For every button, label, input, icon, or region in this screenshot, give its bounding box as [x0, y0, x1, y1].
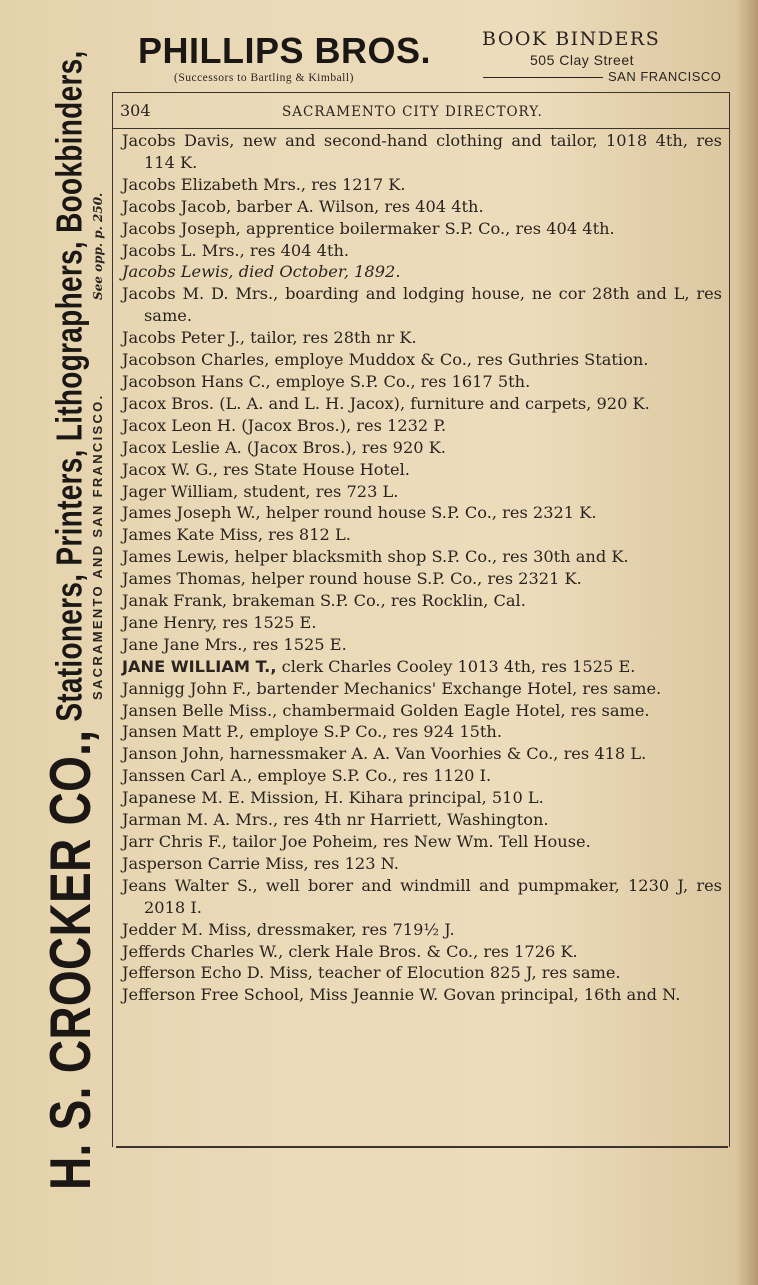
directory-entry: [122, 634, 722, 656]
entry-text: Jansen Matt P., employe S.P Co., res 924 15th.: [122, 722, 502, 742]
directory-entry: [122, 700, 722, 722]
entry-text: Jarr Chris F., tailor Joe Poheim, res New Wm. Tell House.: [122, 832, 591, 851]
entry-text: Jacobs L. Mrs., res 404 4th.: [122, 240, 350, 260]
directory-entry: [122, 240, 722, 262]
directory-entry: [122, 218, 722, 240]
side-ad-reference: See opp. p. 250.: [91, 192, 105, 300]
entry-text: Jane Jane Mrs., res 1525 E.: [122, 634, 347, 654]
entry-text: Jansen Belle Miss., chambermaid Golden Eagle Hotel, res same.: [122, 700, 650, 720]
directory-entry: [122, 875, 722, 919]
directory-entry: [122, 590, 722, 612]
directory-entry: [122, 787, 722, 809]
ad-city: SAN FRANCISCO: [608, 69, 722, 84]
directory-entry: [122, 502, 722, 524]
entry-text: Jacox Leslie A. (Jacox Bros.), res 920 K.: [122, 437, 446, 457]
directory-entry: [122, 678, 722, 700]
directory-entry: [122, 393, 722, 415]
directory-entry: [122, 349, 722, 371]
entry-text: Jedder M. Miss, dressmaker, res 719½ J.: [122, 919, 455, 939]
entry-text: Janak Frank, brakeman S.P. Co., res Rocklin, Cal.: [122, 591, 526, 611]
entry-text: Jacobs Joseph, apprentice boilermaker S.P. Co., res 404 4th.: [122, 218, 615, 238]
entry-text: clerk Charles Cooley 1013 4th, res 1525 E.: [276, 656, 636, 676]
directory-entry: [122, 196, 722, 218]
ad-service: BOOK BINDERS: [482, 28, 661, 50]
directory-entry: [122, 765, 722, 787]
directory-entry: [122, 568, 722, 590]
entry-text: James Thomas, helper round house S.P. Co., res 2321 K.: [122, 569, 582, 589]
entry-text: Jacox Bros. (L. A. and L. H. Jacox), furniture and carpets, 920 K.: [122, 393, 650, 413]
directory-entry: [122, 743, 722, 765]
entry-text: Jacobs Jacob, barber A. Wilson, res 404 4th.: [122, 196, 484, 216]
directory-entry: [122, 612, 722, 634]
directory-entry: [122, 546, 722, 568]
page-number: 304: [120, 101, 151, 120]
directory-entry: [122, 371, 722, 393]
entry-text: James Lewis, helper blacksmith shop S.P. Co., res 30th and K.: [122, 547, 629, 567]
directory-entry: [122, 459, 722, 481]
entry-text: Jane Henry, res 1525 E.: [122, 612, 317, 632]
entry-text: Jacobson Charles, employe Muddox & Co., res Guthries Station.: [122, 350, 649, 370]
directory-entries: [122, 130, 722, 1006]
side-ad-trades: Stationers, Printers, Lithographers, Bookbinders,: [49, 50, 90, 722]
entry-text: Janssen Carl A., employe S.P. Co., res 1120 I.: [122, 766, 492, 786]
entry-text: Jacobs Peter J., tailor, res 28th nr K.: [122, 328, 417, 348]
directory-entry: [122, 283, 722, 327]
directory-entry: [122, 327, 722, 349]
directory-entry: [122, 656, 722, 678]
ad-subtitle: (Successors to Bartling & Kimball): [174, 72, 354, 84]
entry-text: Jannigg John F., bartender Mechanics' Exchange Hotel, res same.: [122, 678, 662, 698]
directory-entry: [122, 524, 722, 546]
running-head: SACRAMENTO CITY DIRECTORY.: [282, 104, 543, 120]
entry-name-bold: JANE WILLIAM T.,: [122, 656, 277, 676]
directory-entry: [122, 721, 722, 743]
entry-text: Jacobs Lewis, died October, 1892.: [122, 262, 401, 282]
entry-text: Jasperson Carrie Miss, res 123 N.: [122, 853, 399, 873]
entry-text: James Kate Miss, res 812 L.: [122, 525, 351, 545]
top-advertisement: [120, 22, 740, 90]
entry-text: Jacox W. G., res State House Hotel.: [122, 459, 410, 479]
entry-text: Jager William, student, res 723 L.: [122, 481, 399, 501]
page-edge-shadow: [736, 0, 758, 1285]
ad-divider: [483, 77, 603, 78]
ad-address: 505 Clay Street: [530, 52, 634, 68]
entry-text: Jacobs M. D. Mrs., boarding and lodging house, ne cor 28th and L, res same.: [122, 284, 722, 326]
directory-entry: [122, 853, 722, 875]
directory-entry: [122, 962, 722, 984]
directory-entry: [122, 984, 722, 1006]
directory-entry: [122, 831, 722, 853]
header-rule: [112, 128, 730, 129]
frame-top-rule: [112, 92, 730, 93]
directory-entry: [122, 415, 722, 437]
entry-text: Jacox Leon H. (Jacox Bros.), res 1232 P.: [122, 415, 447, 435]
directory-entry: [122, 437, 722, 459]
entry-text: Jeans Walter S., well borer and windmill and pumpmaker, 1230 J, res 2018 I.: [122, 875, 722, 917]
entry-text: Jacobson Hans C., employe S.P. Co., res 1617 5th.: [122, 371, 531, 391]
directory-entry: [122, 919, 722, 941]
entry-text: Janson John, harnessmaker A. A. Van Voorhies & Co., res 418 L.: [122, 744, 647, 764]
entry-text: Jacobs Davis, new and second-hand clothing and tailor, 1018 4th, res 114 K.: [122, 131, 722, 172]
entry-text: James Joseph W., helper round house S.P. Co., res 2321 K.: [122, 503, 597, 523]
directory-entry: [122, 130, 722, 174]
entry-text: Japanese M. E. Mission, H. Kihara principal, 510 L.: [122, 788, 544, 808]
entry-text: Jefferson Echo D. Miss, teacher of Elocution 825 J, res same.: [122, 963, 621, 983]
side-ad-locations: SACRAMENTO AND SAN FRANCISCO.: [89, 393, 105, 700]
side-ad-company: H. S. CROCKER CO.,: [37, 729, 103, 1190]
entry-text: Jacobs Elizabeth Mrs., res 1217 K.: [122, 174, 406, 194]
directory-entry: [122, 261, 722, 283]
directory-entry: [122, 941, 722, 963]
entry-text: Jefferds Charles W., clerk Hale Bros. & Co., res 1726 K.: [122, 941, 578, 961]
frame-bottom-rule: [116, 1146, 728, 1148]
directory-entry: [122, 481, 722, 503]
entry-text: Jefferson Free School, Miss Jeannie W. Govan principal, 16th and N.: [122, 985, 681, 1005]
ad-brand-name: PHILLIPS BROS.: [138, 30, 432, 71]
directory-entry: [122, 174, 722, 196]
directory-entry: [122, 809, 722, 831]
entry-text: Jarman M. A. Mrs., res 4th nr Harriett, Washington.: [122, 810, 549, 830]
